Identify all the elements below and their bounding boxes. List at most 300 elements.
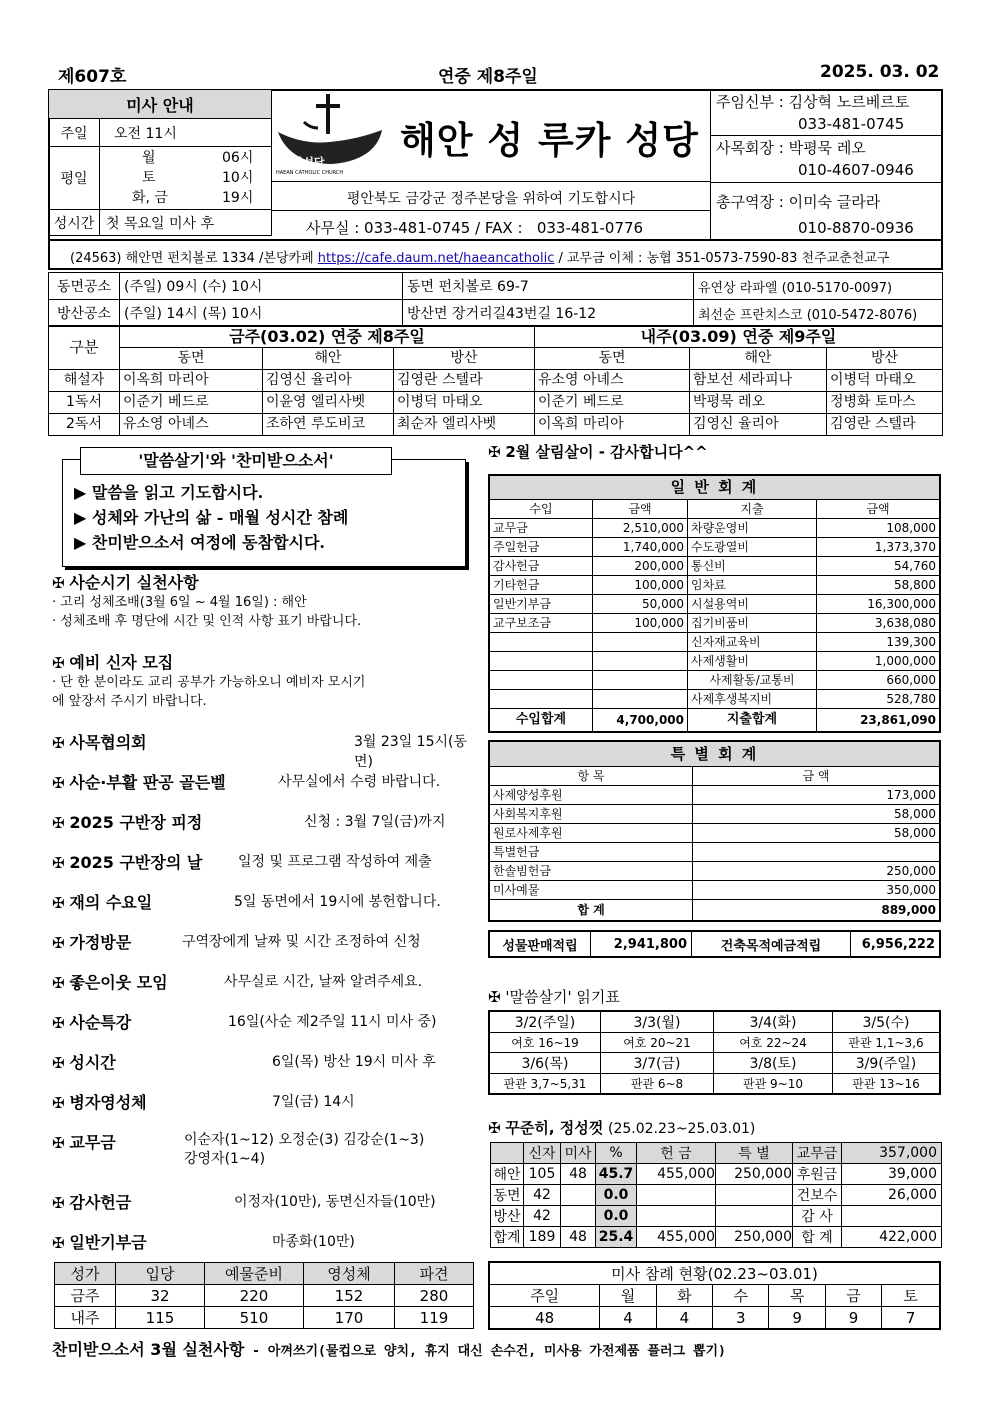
general-row bbox=[489, 519, 940, 538]
income-amount bbox=[593, 671, 688, 690]
notice-item bbox=[52, 1130, 476, 1167]
steady-special: 250,000 bbox=[716, 1164, 793, 1185]
attendance-count: 7 bbox=[882, 1307, 940, 1330]
income-item: 교구보조금 bbox=[489, 614, 593, 633]
servers-cell: 115 bbox=[116, 1307, 205, 1329]
notice-value: 신청 : 3월 7일(금)까지 bbox=[304, 814, 446, 830]
col-header: 방산 bbox=[827, 348, 943, 370]
district-phone: 010-8870-0936 bbox=[798, 219, 914, 237]
bullet-icon: ✠ bbox=[52, 1234, 65, 1252]
notice-value-line: 이순자(1~12) 오정순(3) 김강순(1~3) bbox=[184, 1132, 425, 1148]
notice-value: 5일 동면에서 19시에 봉헌합니다. bbox=[234, 894, 441, 910]
col-header: 동면 bbox=[535, 348, 690, 370]
duty-person: 유소영 아녜스 bbox=[535, 370, 690, 392]
duty-role: 2독서 bbox=[49, 414, 120, 436]
item-header: 항 목 bbox=[489, 767, 693, 786]
holy-hour-label: 성시간 bbox=[49, 210, 100, 236]
this-week-title: 금주(03.02) 연중 제8주일 bbox=[120, 326, 535, 348]
notice-title: 사순·부활 판공 골든벨 bbox=[69, 773, 226, 792]
servers-header: 예물준비 bbox=[205, 1263, 304, 1285]
steady-place: 동면 bbox=[491, 1185, 524, 1206]
duty-person: 김영란 스텔라 bbox=[827, 414, 943, 436]
servers-row bbox=[55, 1285, 474, 1307]
notice-value: 6일(목) 방산 19시 미사 후 bbox=[272, 1054, 436, 1070]
mass-schedule bbox=[48, 89, 272, 236]
servers-cell: 510 bbox=[205, 1307, 304, 1329]
income-item bbox=[489, 690, 593, 709]
notice-title: 사순특강 bbox=[69, 1013, 132, 1032]
footer-practice bbox=[52, 1337, 942, 1360]
notice-item bbox=[52, 810, 476, 833]
cafe-link[interactable]: https://cafe.daum.net/haeancatholic bbox=[317, 251, 555, 266]
bullet-icon: ✠ bbox=[52, 854, 65, 872]
special-item: 사제양성후원 bbox=[489, 786, 693, 805]
income-total-label: 수입합계 bbox=[489, 709, 593, 733]
duty-person: 김영신 율리아 bbox=[263, 370, 394, 392]
prayer-intention: 평안북도 금강군 정주본당을 위하여 기도합시다 bbox=[346, 191, 636, 207]
notice-item bbox=[52, 770, 476, 793]
expense-total: 23,861,090 bbox=[817, 709, 941, 733]
steady-offering bbox=[637, 1206, 716, 1227]
duty-person: 김영란 스텔라 bbox=[394, 370, 535, 392]
address-line bbox=[70, 247, 889, 266]
steady-special: 250,000 bbox=[716, 1227, 793, 1248]
steady-header: 미사 bbox=[561, 1143, 596, 1164]
station-contact: 유연상 라파엘 (010-5170-0097) bbox=[694, 273, 943, 300]
duty-label: 구분 bbox=[49, 326, 120, 370]
income-item bbox=[489, 671, 593, 690]
weekday-day: 화, 금 bbox=[132, 190, 168, 206]
attendance-day: 주일 bbox=[489, 1285, 600, 1307]
amount-header: 금액 bbox=[817, 500, 941, 519]
special-row bbox=[489, 824, 940, 843]
reading-date: 3/7(금) bbox=[601, 1053, 714, 1074]
col-header: 해안 bbox=[263, 348, 394, 370]
col-header: 동면 bbox=[120, 348, 263, 370]
special-amount: 250,000 bbox=[693, 862, 941, 881]
steady-place: 방산 bbox=[491, 1206, 524, 1227]
expense-item: 사제활동/교통비 bbox=[688, 671, 817, 690]
income-amount: 50,000 bbox=[593, 595, 688, 614]
income-amount: 100,000 bbox=[593, 576, 688, 595]
notice-line: · 고리 성체조배(3월 6일 ~ 4월 16일) : 해안 bbox=[52, 595, 307, 610]
reading-passage: 여호 16~19 bbox=[489, 1033, 601, 1053]
income-amount: 100,000 bbox=[593, 614, 688, 633]
attendance-table bbox=[488, 1261, 941, 1330]
station-times: (주일) 09시 (수) 10시 bbox=[120, 273, 403, 300]
expense-header: 지출 bbox=[688, 500, 817, 519]
steady-header: 신자 bbox=[524, 1143, 561, 1164]
income-item: 기타헌금 bbox=[489, 576, 593, 595]
notice-item bbox=[52, 1230, 476, 1253]
steady-members: 42 bbox=[524, 1206, 561, 1227]
special-amount: 350,000 bbox=[693, 881, 941, 900]
servers-cell: 32 bbox=[116, 1285, 205, 1307]
expense-item: 수도광열비 bbox=[688, 538, 817, 557]
sunday-time: 오전 11시 bbox=[100, 119, 272, 147]
expense-amount: 1,000,000 bbox=[817, 652, 941, 671]
notice-lent bbox=[52, 570, 476, 631]
station-contact: 최선순 프란치스코 (010-5472-8076) bbox=[694, 300, 943, 327]
weekday-label: 평일 bbox=[49, 147, 100, 210]
bullet-icon: ✠ bbox=[52, 1094, 65, 1112]
servers-header: 성가 bbox=[55, 1263, 116, 1285]
servers-table bbox=[54, 1262, 474, 1329]
expense-amount: 3,638,080 bbox=[817, 614, 941, 633]
reading-date: 3/2(주일) bbox=[489, 1011, 601, 1033]
general-title: 일 반 회 계 bbox=[489, 475, 940, 500]
weekday-time: 06시 bbox=[222, 150, 254, 166]
goods-label: 성물판매적립 bbox=[489, 931, 591, 957]
attendance-count: 9 bbox=[825, 1307, 881, 1330]
expense-amount: 660,000 bbox=[817, 671, 941, 690]
reading-date: 3/8(토) bbox=[714, 1053, 833, 1074]
steady-place: 해안 bbox=[491, 1164, 524, 1185]
reading-date: 3/5(수) bbox=[833, 1011, 941, 1033]
attendance-count: 3 bbox=[713, 1307, 769, 1330]
steady-side-amount: 357,000 bbox=[842, 1143, 942, 1164]
district-name: 이미숙 글라라 bbox=[788, 193, 881, 211]
duty-person: 박평묵 레오 bbox=[690, 392, 827, 414]
notice-value: 16일(사순 제2주일 11시 미사 중) bbox=[228, 1014, 437, 1030]
expense-amount: 108,000 bbox=[817, 519, 941, 538]
expense-amount: 1,373,370 bbox=[817, 538, 941, 557]
notice-line: · 성체조배 후 명단에 시간 및 인적 사항 표기 바랍니다. bbox=[52, 614, 362, 629]
duty-person: 이준기 베드로 bbox=[120, 392, 263, 414]
notice-value: 3월 23일 15시(동면) bbox=[354, 734, 467, 770]
notice-item bbox=[52, 1010, 476, 1033]
bullet-icon: ✠ bbox=[52, 814, 65, 832]
expense-item: 집기비품비 bbox=[688, 614, 817, 633]
parish-name: 해안 성 루카 성당 bbox=[400, 119, 699, 162]
steady-offering: 455,000 bbox=[637, 1227, 716, 1248]
building-amount: 6,956,222 bbox=[851, 931, 941, 957]
steady-mass: 48 bbox=[561, 1227, 596, 1248]
notice-item bbox=[52, 1090, 476, 1113]
notice-line: · 단 한 분이라도 교리 공부가 가능하오니 예비자 모시기 bbox=[52, 675, 366, 690]
bullet-icon: ✠ bbox=[52, 734, 65, 752]
expense-item: 신자재교육비 bbox=[688, 633, 817, 652]
special-item: 한솔빔헌금 bbox=[489, 862, 693, 881]
steady-members: 105 bbox=[524, 1164, 561, 1185]
attendance-day: 화 bbox=[656, 1285, 712, 1307]
steady-offering bbox=[637, 1185, 716, 1206]
notice-title: 가정방문 bbox=[69, 933, 132, 952]
notice-title: 성시간 bbox=[69, 1053, 116, 1072]
special-amount: 173,000 bbox=[693, 786, 941, 805]
steady-header: % bbox=[596, 1143, 637, 1164]
expense-item: 사제생활비 bbox=[688, 652, 817, 671]
bullet-icon: ✠ bbox=[488, 443, 501, 461]
steady-table bbox=[490, 1142, 942, 1248]
income-item: 주일헌금 bbox=[489, 538, 593, 557]
bullet-icon: ✠ bbox=[52, 654, 65, 672]
duty-row bbox=[49, 370, 943, 392]
notice-value bbox=[184, 1131, 424, 1169]
attendance-counts bbox=[489, 1307, 940, 1330]
reading-passage: 판관 13~16 bbox=[833, 1074, 941, 1095]
income-amount: 1,740,000 bbox=[593, 538, 688, 557]
servers-row bbox=[55, 1307, 474, 1329]
income-amount bbox=[593, 652, 688, 671]
council-info bbox=[716, 137, 914, 181]
bullet-icon: ✠ bbox=[52, 1014, 65, 1032]
reading-date: 3/3(월) bbox=[601, 1011, 714, 1033]
servers-header: 파견 bbox=[395, 1263, 474, 1285]
steady-percent: 0.0 bbox=[596, 1206, 637, 1227]
steady-percent: 0.0 bbox=[596, 1185, 637, 1206]
duty-person: 정병화 토마스 bbox=[827, 392, 943, 414]
mass-title: 미사 안내 bbox=[49, 90, 272, 119]
notice-title: 예비 신자 모집 bbox=[69, 653, 174, 672]
council-name: 박평묵 레오 bbox=[788, 139, 866, 157]
general-account-table bbox=[488, 474, 941, 733]
notice-value-line: 강영자(1~4) bbox=[184, 1151, 266, 1167]
attendance-count: 9 bbox=[769, 1307, 825, 1330]
special-account-table bbox=[488, 740, 941, 922]
steady-header: 특 별 bbox=[716, 1143, 793, 1164]
income-amount: 200,000 bbox=[593, 557, 688, 576]
income-total: 4,700,000 bbox=[593, 709, 688, 733]
goods-amount: 2,941,800 bbox=[591, 931, 692, 957]
reading-date: 3/6(목) bbox=[489, 1053, 601, 1074]
bullet-icon: ✠ bbox=[52, 1134, 65, 1152]
steady-special bbox=[716, 1185, 793, 1206]
steady-place: 합계 bbox=[491, 1227, 524, 1248]
expense-amount: 139,300 bbox=[817, 633, 941, 652]
reading-heading bbox=[488, 986, 620, 1007]
steady-side-label: 교무금 bbox=[793, 1143, 842, 1164]
steady-mass: 48 bbox=[561, 1164, 596, 1185]
income-header: 수입 bbox=[489, 500, 593, 519]
steady-row bbox=[491, 1206, 942, 1227]
servers-cell: 금주 bbox=[55, 1285, 116, 1307]
general-row bbox=[489, 671, 940, 690]
duty-person: 이준기 베드로 bbox=[535, 392, 690, 414]
income-amount bbox=[593, 633, 688, 652]
footer-title: 찬미받으소서 3월 실천사항 bbox=[52, 1340, 245, 1359]
notice-title: 재의 수요일 bbox=[69, 893, 153, 912]
notice-item bbox=[52, 730, 476, 770]
attendance-day: 목 bbox=[769, 1285, 825, 1307]
notice-item bbox=[52, 850, 476, 873]
expense-total-label: 지출합계 bbox=[688, 709, 817, 733]
liturgical-week: 연중 제8주일 bbox=[438, 67, 538, 87]
duty-role: 해설자 bbox=[49, 370, 120, 392]
expense-item: 통신비 bbox=[688, 557, 817, 576]
steady-members: 189 bbox=[524, 1227, 561, 1248]
steady-side-amount bbox=[842, 1206, 942, 1227]
steady-side-amount: 26,000 bbox=[842, 1185, 942, 1206]
reading-passage: 여호 22~24 bbox=[714, 1033, 833, 1053]
income-item: 감사헌금 bbox=[489, 557, 593, 576]
notice-title: 2025 구반장의 날 bbox=[69, 853, 203, 872]
duty-person: 이병덕 마태오 bbox=[827, 370, 943, 392]
duty-person: 조하연 루도비코 bbox=[263, 414, 394, 436]
building-label: 건축목적예금적립 bbox=[692, 931, 851, 957]
bullet-icon: ✠ bbox=[52, 1194, 65, 1212]
weekday-time: 19시 bbox=[222, 190, 254, 206]
special-amount bbox=[693, 843, 941, 862]
expense-item: 임차료 bbox=[688, 576, 817, 595]
amount-header: 금액 bbox=[593, 500, 688, 519]
attendance-count: 4 bbox=[656, 1307, 712, 1330]
station-address: 방산면 장거리길43번길 16-12 bbox=[403, 300, 694, 327]
steady-period: (25.02.23~25.03.01) bbox=[608, 1121, 756, 1137]
logo-text: 해안성당 bbox=[282, 156, 325, 169]
notice-title: 2025 구반장 피정 bbox=[69, 813, 203, 832]
notice-value: 사무실에서 수령 바랍니다. bbox=[278, 774, 441, 790]
expense-amount: 54,760 bbox=[817, 557, 941, 576]
office-contact: 사무실 : 033-481-0745 / FAX : 033-481-0776 bbox=[306, 219, 644, 237]
duty-person: 최순자 엘리사벳 bbox=[394, 414, 535, 436]
expense-item: 차량운영비 bbox=[688, 519, 817, 538]
reading-passage: 판관 6~8 bbox=[601, 1074, 714, 1095]
col-header: 해안 bbox=[690, 348, 827, 370]
duty-row bbox=[49, 392, 943, 414]
special-amount: 58,000 bbox=[693, 824, 941, 843]
bullet-icon: ✠ bbox=[52, 934, 65, 952]
income-item: 일반기부금 bbox=[489, 595, 593, 614]
notice-title: 병자영성체 bbox=[69, 1093, 147, 1112]
station-times: (주일) 14시 (목) 10시 bbox=[120, 300, 403, 327]
bullet-icon: ✠ bbox=[52, 1054, 65, 1072]
income-item bbox=[489, 633, 593, 652]
servers-cell: 119 bbox=[395, 1307, 474, 1329]
pastor-info bbox=[716, 91, 909, 135]
general-row bbox=[489, 557, 940, 576]
steady-row bbox=[491, 1227, 942, 1248]
servers-cell: 170 bbox=[304, 1307, 395, 1329]
holy-hour-value: 첫 목요일 미사 후 bbox=[100, 210, 272, 236]
expense-amount: 528,780 bbox=[817, 690, 941, 709]
bullet-icon: ✠ bbox=[488, 1119, 501, 1137]
special-total: 889,000 bbox=[693, 900, 941, 922]
notice-value: 사무실로 시간, 날짜 알려주세요. bbox=[224, 974, 423, 990]
income-item: 교무금 bbox=[489, 519, 593, 538]
notice-item bbox=[52, 930, 476, 953]
bulletin-date: 2025. 03. 02 bbox=[820, 62, 940, 82]
finance-heading bbox=[488, 441, 708, 462]
bullet-icon: ✠ bbox=[52, 574, 65, 592]
general-row bbox=[489, 576, 940, 595]
reading-title: '말씀살기' 읽기표 bbox=[505, 988, 620, 1006]
special-item: 특별헌금 bbox=[489, 843, 693, 862]
steady-side-amount: 39,000 bbox=[842, 1164, 942, 1185]
notice-value: 일정 및 프로그램 작성하여 제출 bbox=[238, 854, 432, 870]
pastor-name: 김상혁 노르베르토 bbox=[788, 93, 910, 111]
expense-amount: 16,300,000 bbox=[817, 595, 941, 614]
steady-offering: 455,000 bbox=[637, 1164, 716, 1185]
steady-header: 헌 금 bbox=[637, 1143, 716, 1164]
notice-value: 마종화(10만) bbox=[272, 1234, 355, 1250]
steady-heading bbox=[488, 1117, 755, 1138]
attendance-title: 미사 참례 현황(02.23~03.01) bbox=[489, 1262, 940, 1285]
notice-title: 사순시기 실천사항 bbox=[69, 573, 199, 592]
reading-date: 3/4(화) bbox=[714, 1011, 833, 1033]
notice-title: 교무금 bbox=[69, 1133, 116, 1152]
steady-percent: 25.4 bbox=[596, 1227, 637, 1248]
bullet-icon: ✠ bbox=[52, 974, 65, 992]
servers-cell: 내주 bbox=[55, 1307, 116, 1329]
income-amount: 2,510,000 bbox=[593, 519, 688, 538]
station-address: 동면 펀치볼로 69-7 bbox=[403, 273, 694, 300]
special-item: 사회복지후원 bbox=[489, 805, 693, 824]
attendance-day: 토 bbox=[882, 1285, 940, 1307]
general-row bbox=[489, 633, 940, 652]
attendance-day: 금 bbox=[825, 1285, 881, 1307]
bullet-icon: ✠ bbox=[52, 894, 65, 912]
notice-catechumen bbox=[52, 650, 476, 711]
servers-cell: 280 bbox=[395, 1285, 474, 1307]
duty-person: 이병덕 마태오 bbox=[394, 392, 535, 414]
duty-row bbox=[49, 414, 943, 436]
special-row bbox=[489, 881, 940, 900]
steady-title: 꾸준히, 정성껏 bbox=[505, 1119, 604, 1137]
reading-table bbox=[488, 1010, 941, 1095]
servers-header: 영성체 bbox=[304, 1263, 395, 1285]
steady-side-label: 합 계 bbox=[793, 1227, 842, 1248]
special-row bbox=[489, 786, 940, 805]
station-name: 동면공소 bbox=[49, 273, 120, 300]
duty-person: 유소영 아녜스 bbox=[120, 414, 263, 436]
special-title: 특 별 회 계 bbox=[489, 741, 940, 767]
steady-row bbox=[491, 1164, 942, 1185]
reading-passage: 판관 1,1~3,6 bbox=[833, 1033, 941, 1053]
servers-header: 입당 bbox=[116, 1263, 205, 1285]
savings-table bbox=[488, 930, 941, 958]
footer-text: - 아껴쓰기(물컵으로 양치, 휴지 대신 손수건, 미사용 가전제품 플러그 뽑기) bbox=[244, 1344, 726, 1359]
notice-value: 이정자(10만), 동면신자들(10만) bbox=[234, 1194, 436, 1210]
special-amount: 58,000 bbox=[693, 805, 941, 824]
reading-date: 3/9(주일) bbox=[833, 1053, 941, 1074]
finance-title: 2월 살림살이 - 감사합니다^^ bbox=[505, 443, 708, 461]
duty-roster bbox=[48, 325, 943, 436]
reading-passage: 판관 9~10 bbox=[714, 1074, 833, 1095]
notice-value: 구역장에게 날짜 및 시간 조정하여 신청 bbox=[182, 934, 421, 950]
income-amount bbox=[593, 690, 688, 709]
bullet-icon: ✠ bbox=[488, 988, 501, 1006]
word-box-lines bbox=[74, 480, 348, 555]
reading-passage: 판관 3,7~5,31 bbox=[489, 1074, 601, 1095]
income-item bbox=[489, 652, 593, 671]
address: (24563) 해안면 펀치볼로 1334 /본당카페 bbox=[70, 251, 314, 266]
steady-mass bbox=[561, 1185, 596, 1206]
council-label: 사목회장 : bbox=[716, 139, 784, 157]
weekday-time: 10시 bbox=[222, 170, 254, 186]
mission-stations bbox=[48, 272, 943, 327]
attendance-count: 4 bbox=[600, 1307, 656, 1330]
next-week-title: 내주(03.09) 연중 제9주일 bbox=[535, 326, 943, 348]
attendance-count: 48 bbox=[489, 1307, 600, 1330]
attendance-day: 수 bbox=[713, 1285, 769, 1307]
notice-item bbox=[52, 970, 476, 993]
word-box-title: '말씀살기'와 '찬미받으소서' bbox=[80, 447, 392, 475]
expense-item: 사제후생복지비 bbox=[688, 690, 817, 709]
pastor-label: 주임신부 : bbox=[716, 93, 784, 111]
district-label: 총구역장 : bbox=[716, 193, 784, 211]
special-row bbox=[489, 843, 940, 862]
notice-title: 사목협의회 bbox=[69, 733, 147, 752]
general-row bbox=[489, 614, 940, 633]
duty-person: 함보선 세라피나 bbox=[690, 370, 827, 392]
expense-amount: 58,800 bbox=[817, 576, 941, 595]
steady-side-label: 건보수 bbox=[793, 1185, 842, 1206]
steady-side-label: 후원금 bbox=[793, 1164, 842, 1185]
weekday-day: 토 bbox=[142, 170, 156, 186]
station-name: 방산공소 bbox=[49, 300, 120, 327]
special-total-label: 합 계 bbox=[489, 900, 693, 922]
